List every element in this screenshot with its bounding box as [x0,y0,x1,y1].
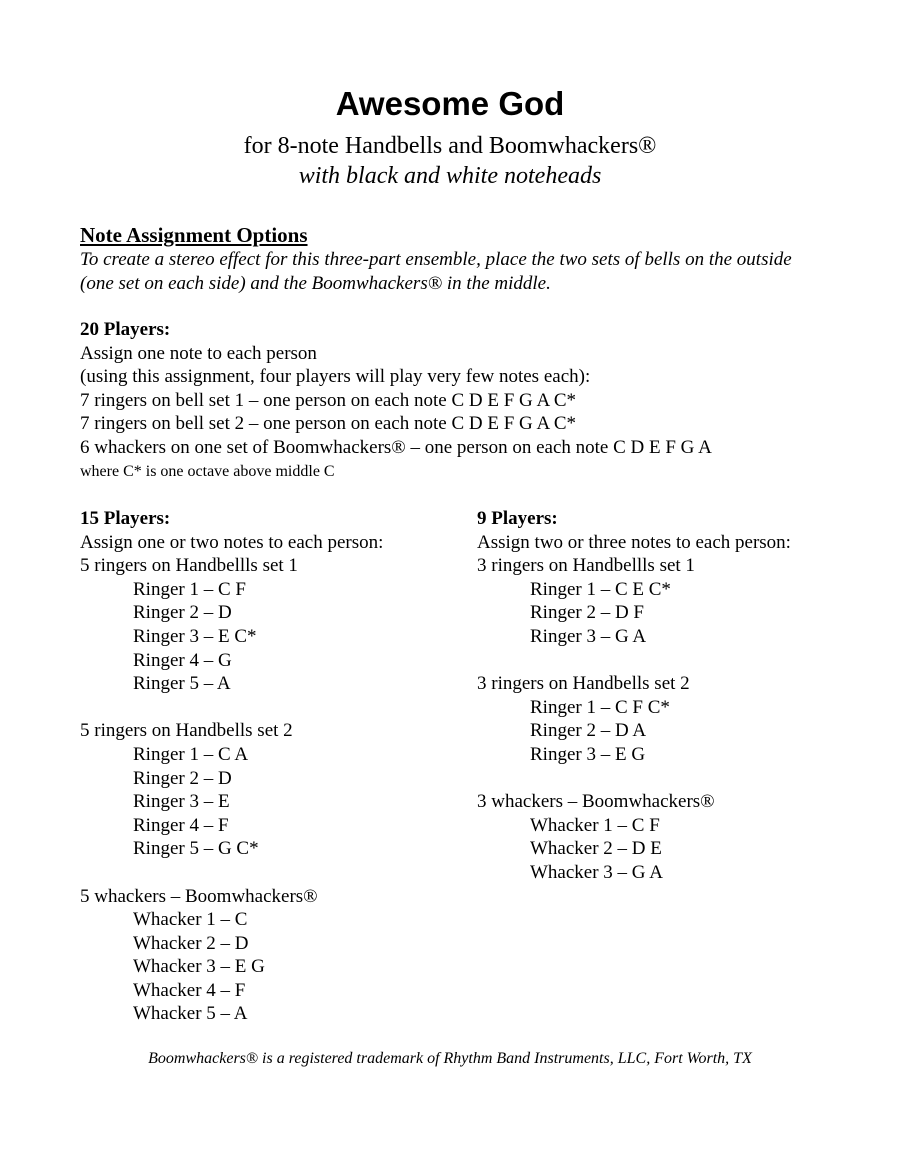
list-item: Ringer 1 – C A [133,743,249,765]
spacer [477,767,791,791]
list-item: Ringer 2 – D [133,767,232,789]
section-20-note: where C* is one octave above middle C [80,462,335,480]
spacer [477,649,791,673]
section-20-line: 6 whackers on one set of Boomwhackers® – one person on each note C D E F G A [80,436,712,458]
group-label: 3 ringers on Handbells set 2 [477,673,690,695]
list-item: Ringer 5 – G C* [133,838,259,860]
list-item: Whacker 5 – A [133,1003,248,1025]
subtitle: for 8-note Handbells and Boomwhackers® [243,133,657,159]
section-20-heading: 20 Players: [80,319,171,340]
section-20-line: (using this assignment, four players will play very few notes each): [80,366,591,388]
page-title: Awesome God [335,85,565,122]
list-item: Ringer 3 – E [133,791,230,813]
group-label: 5 ringers on Handbells set 2 [80,720,293,742]
section-15-assign: Assign one or two notes to each person: [80,531,384,553]
list-item: Ringer 2 – D A [530,720,647,742]
group-label: 5 whackers – Boomwhackers® [80,885,318,907]
group-label: 5 ringers on Handbellls set 1 [80,555,298,577]
list-item: Ringer 4 – G [133,649,232,671]
list-item: Ringer 2 – D [133,602,232,624]
list-item: Ringer 5 – A [133,673,231,695]
section-20-line: 7 ringers on bell set 1 – one person on each note C D E F G A C* [80,389,577,411]
section-20-line: Assign one note to each person [80,342,317,364]
trademark-footer: Boomwhackers® is a registered trademark of Rhythm Band Instruments, LLC, Fort Worth, TX [148,1050,752,1067]
section-9-heading: 9 Players: [477,508,558,529]
list-item: Whacker 3 – E G [133,956,265,978]
section-20-players [80,318,712,483]
list-item: Ringer 3 – E G [530,743,646,765]
list-item: Whacker 3 – G A [530,861,663,883]
list-item: Whacker 2 – D [133,932,249,954]
note-assignment-heading: Note Assignment Options [80,223,308,247]
list-item: Ringer 3 – E C* [133,625,257,647]
section-9-assign: Assign two or three notes to each person: [477,531,791,553]
spacer [80,696,383,720]
list-item: Ringer 2 – D F [530,602,644,624]
section-15-heading: 15 Players: [80,508,171,529]
section-15-players [80,507,383,1026]
list-item: Ringer 1 – C E C* [530,578,671,600]
list-item: Ringer 1 – C F C* [530,696,670,718]
list-item: Ringer 3 – G A [530,625,647,647]
list-item: Whacker 1 – C F [530,814,660,836]
list-item: Whacker 2 – D E [530,838,662,860]
section-20-line: 7 ringers on bell set 2 – one person on each note C D E F G A C* [80,413,577,435]
list-item: Whacker 4 – F [133,979,246,1001]
subtitle-noteheads: with black and white noteheads [298,163,602,189]
list-item: Ringer 4 – F [133,814,229,836]
list-item: Whacker 1 – C [133,909,248,931]
spacer [80,861,383,885]
group-label: 3 ringers on Handbellls set 1 [477,555,695,577]
list-item: Ringer 1 – C F [133,578,246,600]
group-label: 3 whackers – Boomwhackers® [477,791,715,813]
note-assignment-intro: To create a stereo effect for this three-part ensemble, place the two sets of bells on the outside (one set on each side) and the Boomwhackers® in the middle. [80,249,792,294]
section-9-players [477,507,791,885]
